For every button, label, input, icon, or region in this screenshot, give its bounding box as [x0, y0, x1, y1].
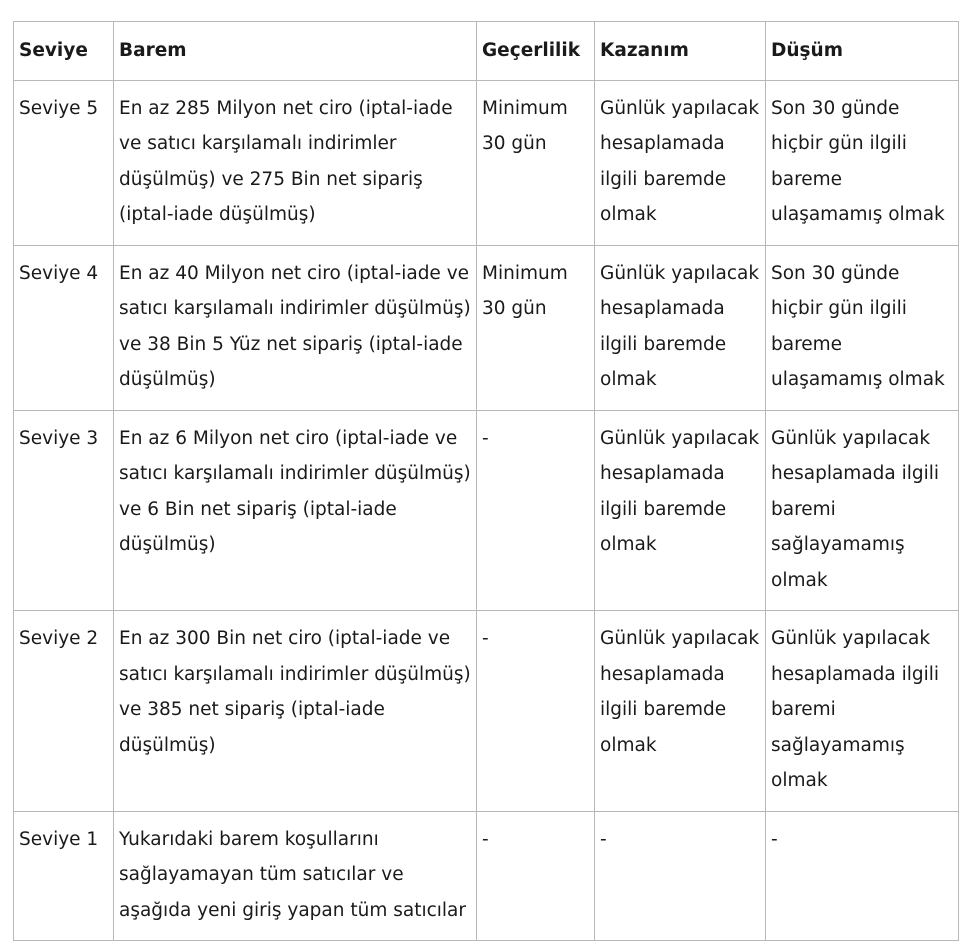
cell-validity: Minimum 30 gün: [477, 80, 595, 245]
cell-drop: Günlük yapılacak hesaplamada ilgili baremi sağlayamamış olmak: [766, 611, 959, 812]
cell-gain: Günlük yapılacak hesaplamada ilgili baremde olmak: [595, 410, 766, 611]
cell-level: Seviye 5: [14, 80, 114, 245]
cell-gain: Günlük yapılacak hesaplamada ilgili baremde olmak: [595, 611, 766, 812]
table-header-row: [14, 22, 959, 81]
table-row: [14, 80, 959, 245]
cell-drop: Son 30 günde hiçbir gün ilgili bareme ulaşamamış olmak: [766, 80, 959, 245]
header-gain: Kazanım: [595, 22, 766, 81]
header-barem: Barem: [114, 22, 477, 81]
cell-validity: -: [477, 611, 595, 812]
cell-drop: -: [766, 811, 959, 941]
cell-validity: -: [477, 410, 595, 611]
table-row: [14, 611, 959, 812]
header-level: Seviye: [14, 22, 114, 81]
cell-validity: Minimum 30 gün: [477, 245, 595, 410]
cell-drop: Son 30 günde hiçbir gün ilgili bareme ulaşamamış olmak: [766, 245, 959, 410]
header-drop: Düşüm: [766, 22, 959, 81]
table-row: [14, 811, 959, 941]
table-row: [14, 245, 959, 410]
cell-barem: En az 300 Bin net ciro (iptal-iade ve satıcı karşılamalı indirimler düşülmüş) ve 385 net sipariş (iptal-iade düşülmüş): [114, 611, 477, 812]
cell-gain: Günlük yapılacak hesaplamada ilgili baremde olmak: [595, 245, 766, 410]
cell-drop: Günlük yapılacak hesaplamada ilgili baremi sağlayamamış olmak: [766, 410, 959, 611]
cell-barem: Yukarıdaki barem koşullarını sağlayamayan tüm satıcılar ve aşağıda yeni giriş yapan tüm satıcılar: [114, 811, 477, 941]
cell-barem: En az 285 Milyon net ciro (iptal-iade ve satıcı karşılamalı indirimler düşülmüş) ve 275 Bin net sipariş (iptal-iade düşülmüş): [114, 80, 477, 245]
cell-validity: -: [477, 811, 595, 941]
cell-barem: En az 40 Milyon net ciro (iptal-iade ve satıcı karşılamalı indirimler düşülmüş) ve 38 Bin 5 Yüz net sipariş (iptal-iade düşülmüş): [114, 245, 477, 410]
cell-level: Seviye 3: [14, 410, 114, 611]
cell-gain: Günlük yapılacak hesaplamada ilgili baremde olmak: [595, 80, 766, 245]
cell-level: Seviye 2: [14, 611, 114, 812]
seller-levels-table: [13, 21, 959, 941]
table-row: [14, 410, 959, 611]
cell-level: Seviye 1: [14, 811, 114, 941]
cell-gain: -: [595, 811, 766, 941]
header-validity: Geçerlilik: [477, 22, 595, 81]
cell-barem: En az 6 Milyon net ciro (iptal-iade ve satıcı karşılamalı indirimler düşülmüş) ve 6 Bin net sipariş (iptal-iade düşülmüş): [114, 410, 477, 611]
cell-level: Seviye 4: [14, 245, 114, 410]
